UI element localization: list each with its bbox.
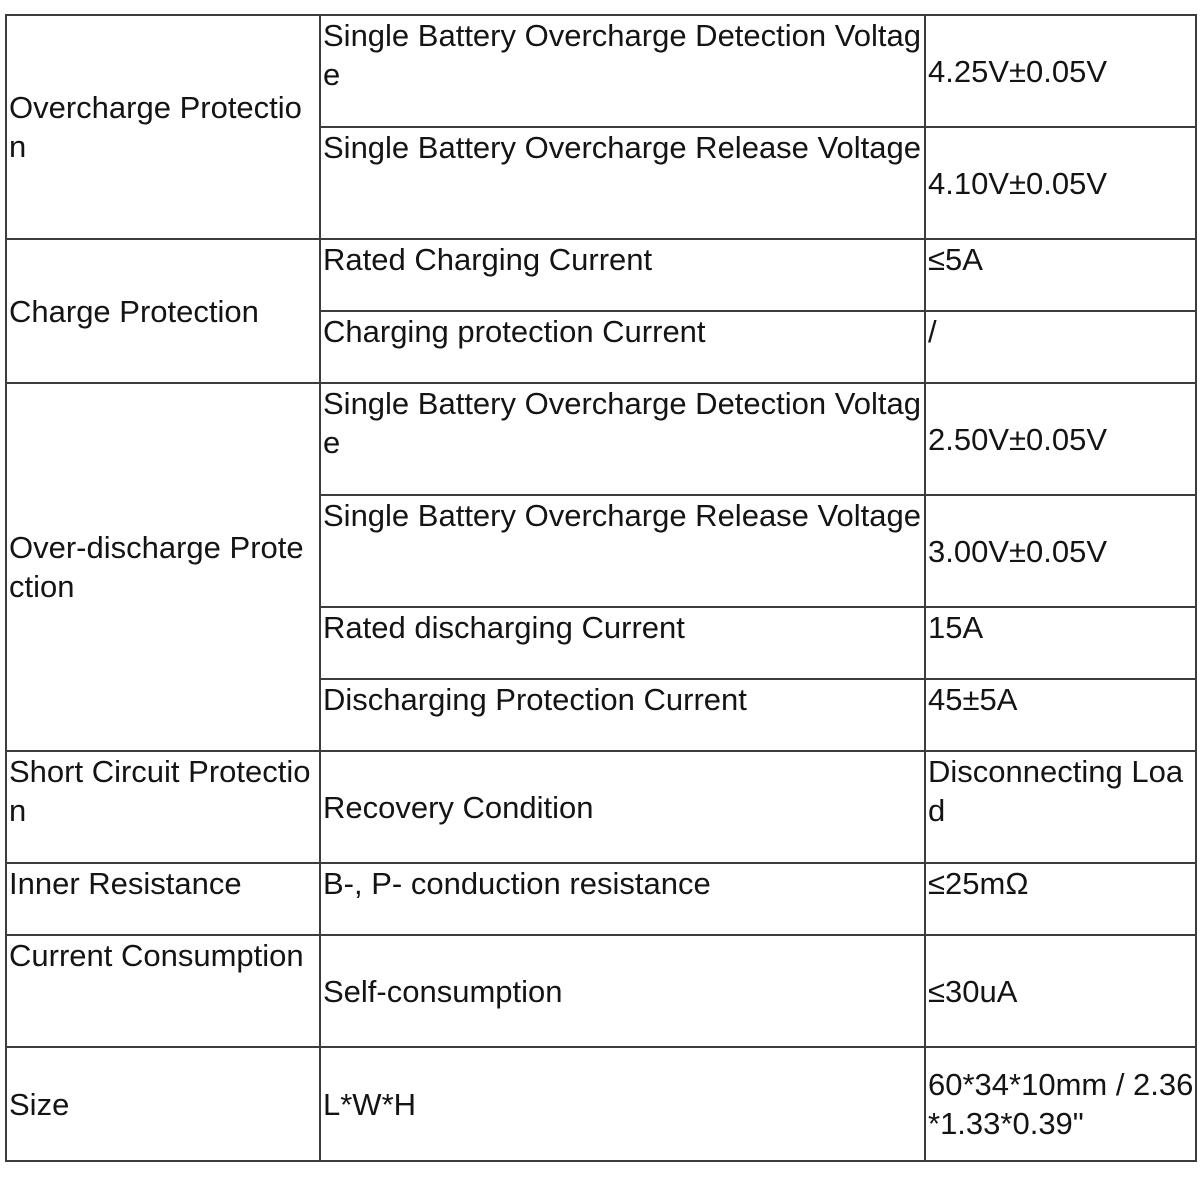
value-cell: ≤5A <box>925 239 1196 311</box>
value-cell: / <box>925 311 1196 383</box>
value-cell: Disconnecting Load <box>925 751 1196 863</box>
parameter-cell: Single Battery Overcharge Release Voltage <box>320 495 925 607</box>
table-row <box>6 15 1196 127</box>
value-cell: 60*34*10mm / 2.36*1.33*0.39" <box>925 1047 1196 1161</box>
value-cell: 4.25V±0.05V <box>925 15 1196 127</box>
value-cell: 15A <box>925 607 1196 679</box>
parameter-cell: Single Battery Overcharge Detection Voltage <box>320 383 925 495</box>
category-cell: Short Circuit Protection <box>6 751 320 863</box>
value-cell: 2.50V±0.05V <box>925 383 1196 495</box>
value-cell: 4.10V±0.05V <box>925 127 1196 239</box>
parameter-cell: Recovery Condition <box>320 751 925 863</box>
table-row <box>6 383 1196 495</box>
table-row <box>6 751 1196 863</box>
value-cell: 3.00V±0.05V <box>925 495 1196 607</box>
table-row <box>6 239 1196 311</box>
parameter-cell: Charging protection Current <box>320 311 925 383</box>
category-cell: Overcharge Protection <box>6 15 320 239</box>
parameter-cell: Self-consumption <box>320 935 925 1047</box>
parameter-cell: L*W*H <box>320 1047 925 1161</box>
parameter-cell: Discharging Protection Current <box>320 679 925 751</box>
category-cell: Charge Protection <box>6 239 320 383</box>
category-cell: Current Consumption <box>6 935 320 1047</box>
parameter-cell: Single Battery Overcharge Release Voltage <box>320 127 925 239</box>
value-cell: ≤30uA <box>925 935 1196 1047</box>
table-row <box>6 1047 1196 1161</box>
specification-table <box>5 14 1197 1162</box>
category-cell: Size <box>6 1047 320 1161</box>
parameter-cell: Single Battery Overcharge Detection Voltage <box>320 15 925 127</box>
category-cell: Over-discharge Protection <box>6 383 320 751</box>
parameter-cell: B-, P- conduction resistance <box>320 863 925 935</box>
category-cell: Inner Resistance <box>6 863 320 935</box>
table-row <box>6 935 1196 1047</box>
parameter-cell: Rated discharging Current <box>320 607 925 679</box>
value-cell: ≤25mΩ <box>925 863 1196 935</box>
table-row <box>6 863 1196 935</box>
value-cell: 45±5A <box>925 679 1196 751</box>
parameter-cell: Rated Charging Current <box>320 239 925 311</box>
